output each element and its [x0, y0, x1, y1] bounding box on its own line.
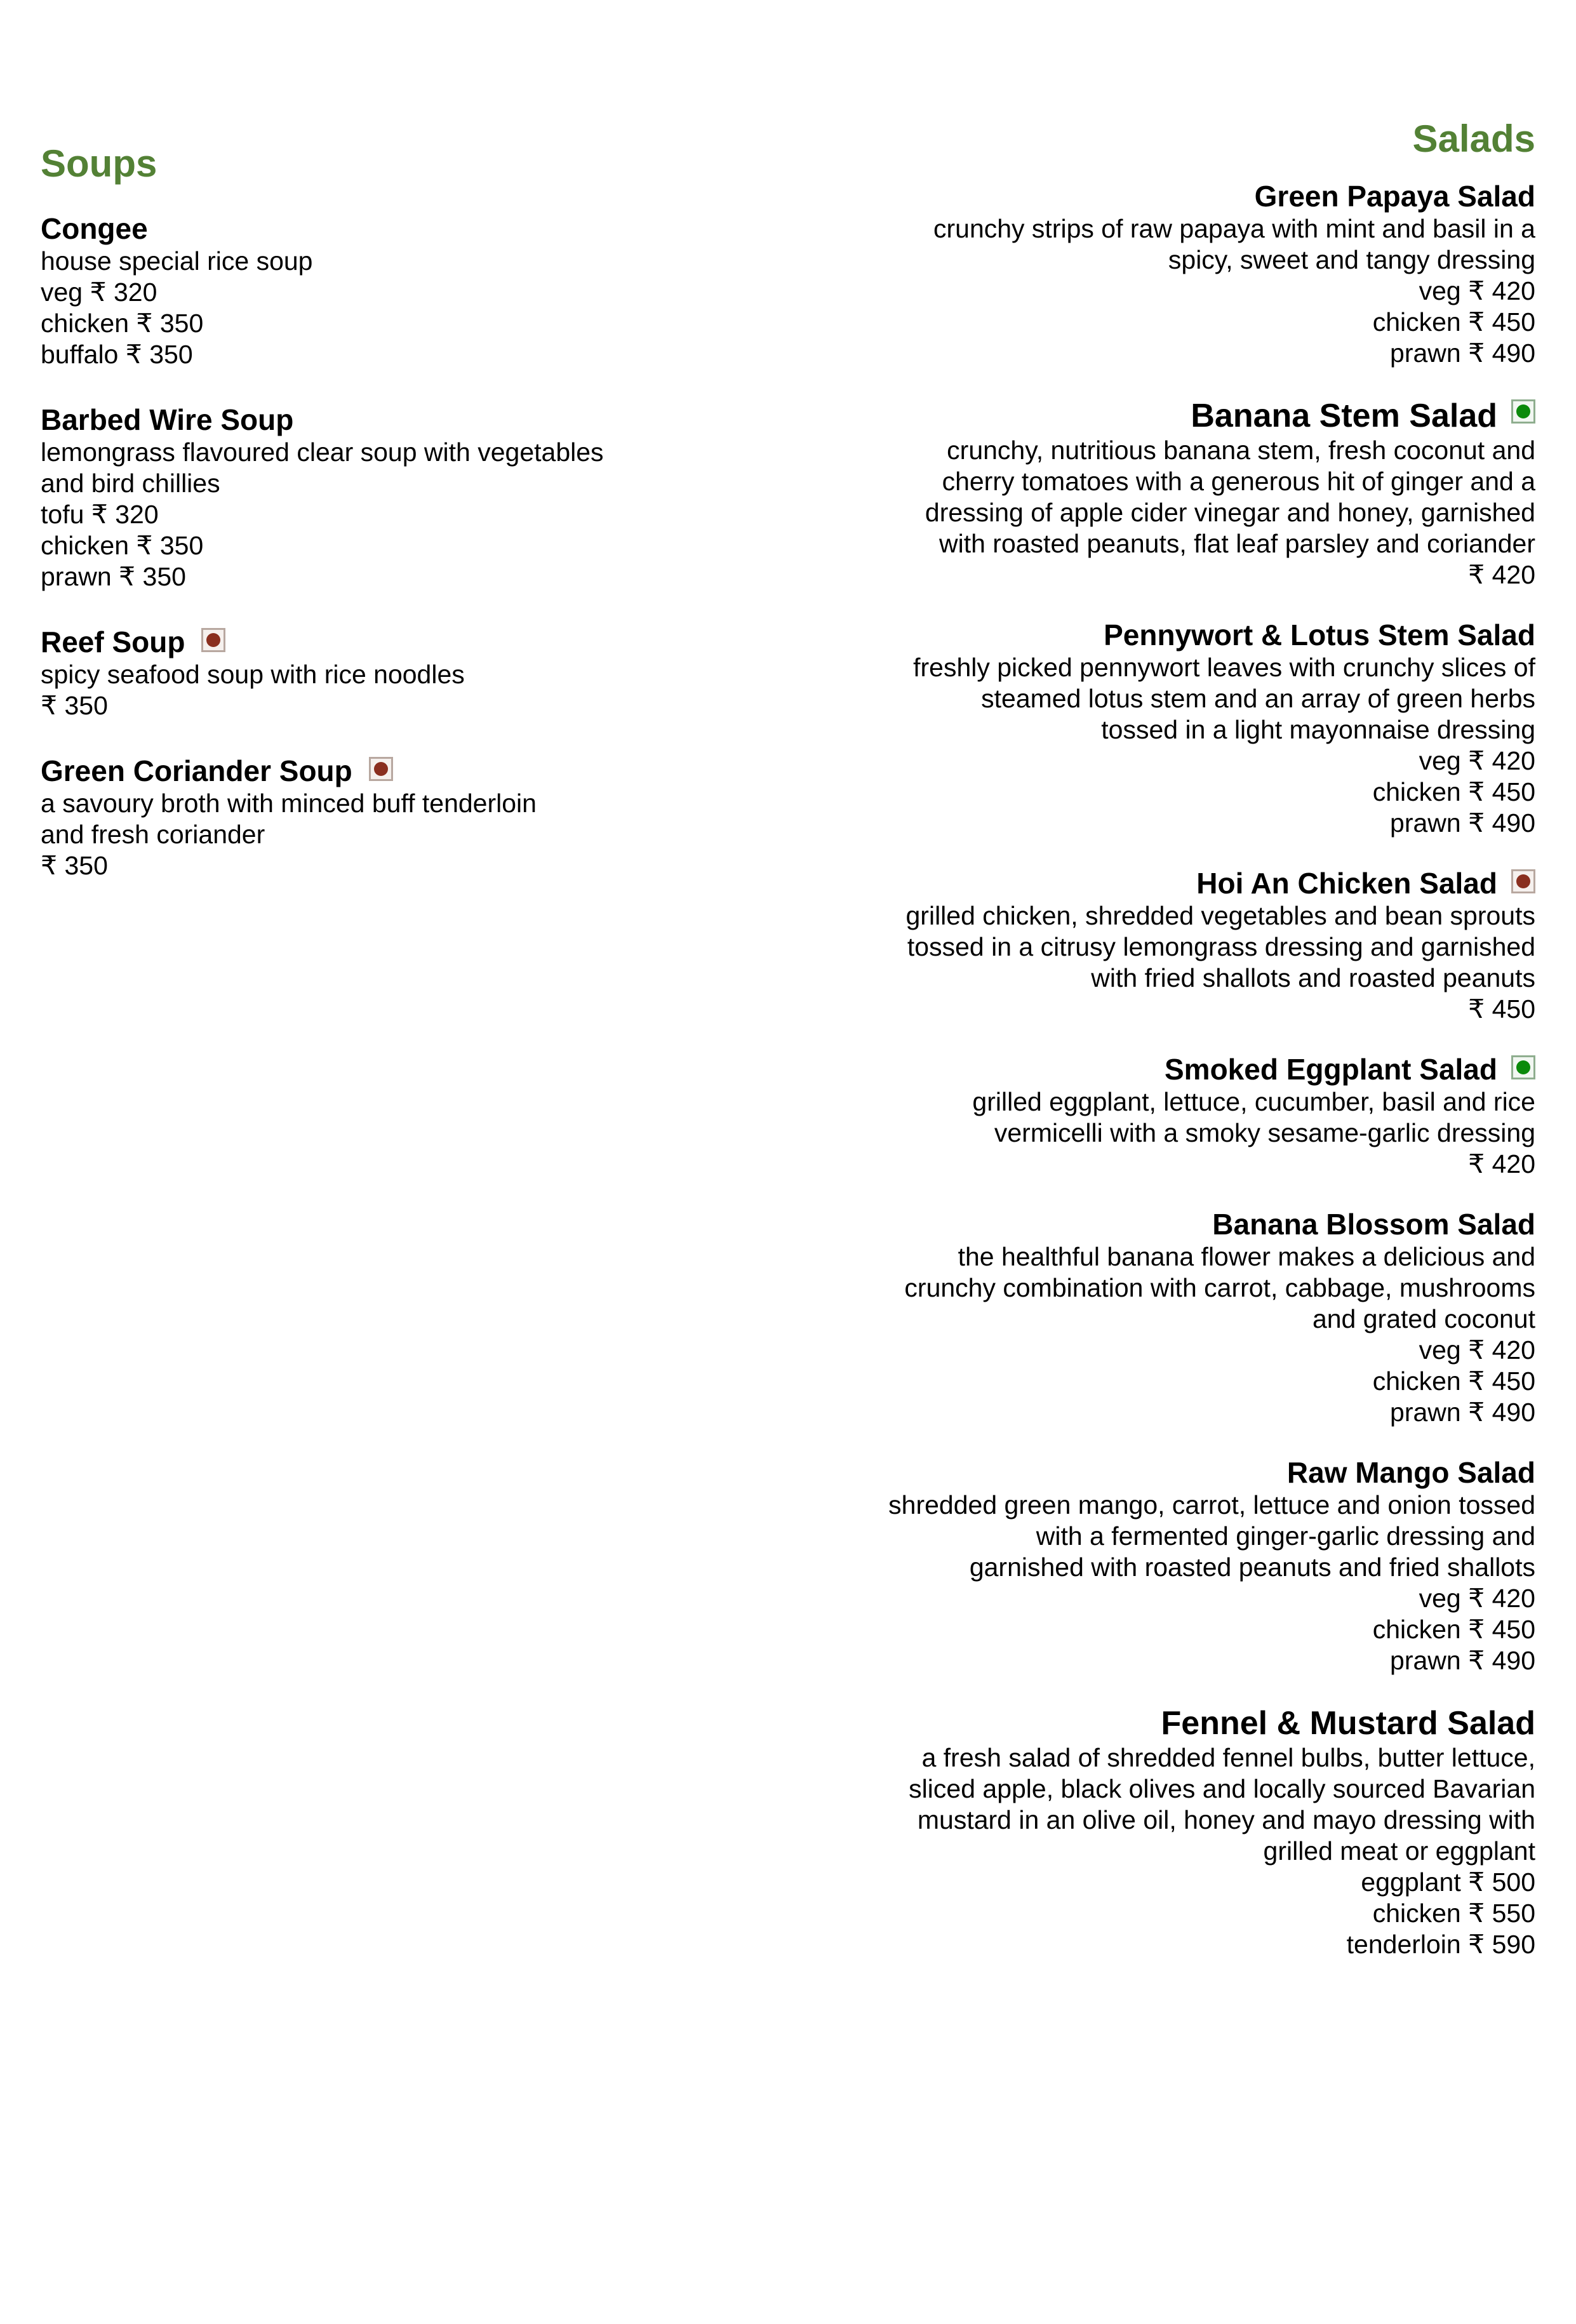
- menu-item-name: Hoi An Chicken Salad: [1196, 867, 1497, 900]
- soups-title: Soups: [41, 142, 157, 185]
- menu-item: [41, 212, 676, 370]
- menu-item-price: chicken ₹ 550: [1372, 1899, 1535, 1928]
- menu-item-price: veg ₹ 420: [1419, 1584, 1535, 1613]
- non-veg-icon: [369, 757, 393, 781]
- menu-item-price: prawn ₹ 350: [41, 562, 186, 591]
- menu-item-description: crunchy combination with carrot, cabbage, mushrooms: [904, 1273, 1535, 1302]
- menu-item-description: crunchy, nutritious banana stem, fresh coconut and: [947, 436, 1535, 465]
- menu-item: [799, 1456, 1535, 1676]
- badge-dot: [1516, 1060, 1530, 1074]
- soups-list: [41, 212, 676, 881]
- menu-item-price: ₹ 420: [1468, 1149, 1535, 1179]
- menu-item-description: and grated coconut: [1312, 1304, 1535, 1333]
- menu-item-header: [41, 403, 676, 437]
- menu-item-price: veg ₹ 320: [41, 277, 157, 307]
- menu-item-description: spicy, sweet and tangy dressing: [1168, 245, 1535, 274]
- menu-item-description: lemongrass flavoured clear soup with vegetables: [41, 437, 604, 467]
- menu-item-price: prawn ₹ 490: [1390, 1646, 1535, 1675]
- menu-item-description: grilled chicken, shredded vegetables and bean sprouts: [905, 901, 1535, 930]
- menu-item-header: [799, 180, 1535, 213]
- menu-item-description: with roasted peanuts, flat leaf parsley and coriander: [939, 529, 1535, 558]
- menu-item-description: a fresh salad of shredded fennel bulbs, butter lettuce,: [921, 1743, 1535, 1772]
- menu-item-header: [799, 397, 1535, 435]
- menu-item-price: prawn ₹ 490: [1390, 338, 1535, 368]
- menu-item-price: veg ₹ 420: [1419, 1335, 1535, 1365]
- menu-item-description: freshly picked pennywort leaves with crunchy slices of: [913, 653, 1535, 682]
- menu-item-header: [799, 1456, 1535, 1490]
- badge-dot: [374, 762, 388, 776]
- menu-item-description: grilled eggplant, lettuce, cucumber, basil and rice: [972, 1087, 1535, 1116]
- menu-item-description: tossed in a citrusy lemongrass dressing and garnished: [907, 932, 1535, 961]
- non-veg-icon: [201, 628, 225, 652]
- menu-item-price: ₹ 350: [41, 851, 108, 880]
- menu-item-description: house special rice soup: [41, 246, 313, 276]
- menu-item: [799, 1053, 1535, 1180]
- salads-section: [799, 0, 1535, 1960]
- menu-item-description: tossed in a light mayonnaise dressing: [1101, 715, 1535, 744]
- menu-item-header: [799, 1208, 1535, 1241]
- menu-item-name: Pennywort & Lotus Stem Salad: [1104, 618, 1535, 651]
- menu-item: [799, 618, 1535, 839]
- menu-item-description: with a fermented ginger-garlic dressing and: [1036, 1521, 1535, 1551]
- menu-item-price: tofu ₹ 320: [41, 500, 159, 529]
- menu-item-name: Banana Blossom Salad: [1212, 1208, 1535, 1241]
- non-veg-icon: [1511, 869, 1535, 893]
- menu-item-description: cherry tomatoes with a generous hit of ginger and a: [942, 467, 1535, 496]
- soups-section: [41, 0, 676, 881]
- salads-title: Salads: [1412, 117, 1535, 160]
- badge-dot: [1516, 404, 1530, 418]
- menu-item-header: [41, 212, 676, 246]
- menu-item-description: crunchy strips of raw papaya with mint and basil in a: [933, 214, 1535, 243]
- menu-item-description: dressing of apple cider vinegar and honey, garnished: [925, 498, 1535, 527]
- menu-item-price: chicken ₹ 350: [41, 309, 204, 338]
- menu-item: [799, 180, 1535, 369]
- menu-item: [41, 754, 676, 881]
- menu-item-header: [41, 754, 676, 788]
- menu-item-description: with fried shallots and roasted peanuts: [1091, 963, 1535, 992]
- menu-item-description: vermicelli with a smoky sesame-garlic dressing: [994, 1118, 1535, 1147]
- menu-item-price: chicken ₹ 450: [1372, 307, 1535, 337]
- menu-item-description: steamed lotus stem and an array of green herbs: [981, 684, 1535, 713]
- menu-item-price: ₹ 450: [1468, 994, 1535, 1024]
- menu-item-name: Barbed Wire Soup: [41, 403, 294, 436]
- menu-item-price: tenderloin ₹ 590: [1346, 1930, 1535, 1959]
- menu-item-name: Fennel & Mustard Salad: [1161, 1705, 1535, 1742]
- salads-list: [799, 180, 1535, 1960]
- menu-item-name: Raw Mango Salad: [1286, 1456, 1535, 1489]
- menu-item-name: Reef Soup: [41, 625, 185, 658]
- veg-icon: [1511, 399, 1535, 424]
- menu-item-name: Smoked Eggplant Salad: [1165, 1053, 1497, 1086]
- menu-item-description: the healthful banana flower makes a delicious and: [958, 1242, 1535, 1271]
- menu-item-description: a savoury broth with minced buff tenderloin: [41, 789, 537, 818]
- menu-item-description: shredded green mango, carrot, lettuce and onion tossed: [888, 1490, 1535, 1519]
- menu-item-header: [799, 1704, 1535, 1742]
- menu-item: [799, 867, 1535, 1025]
- menu-item-description: and fresh coriander: [41, 820, 265, 849]
- badge-dot: [1516, 874, 1530, 888]
- menu-item: [41, 625, 676, 721]
- menu-item-name: Banana Stem Salad: [1191, 397, 1497, 434]
- badge-dot: [206, 633, 220, 647]
- menu-item-price: chicken ₹ 450: [1372, 1615, 1535, 1644]
- menu-item-price: prawn ₹ 490: [1390, 808, 1535, 838]
- menu-item-price: buffalo ₹ 350: [41, 340, 193, 369]
- menu-item-price: veg ₹ 420: [1419, 276, 1535, 305]
- menu-item-name: Green Coriander Soup: [41, 754, 352, 787]
- menu-item-price: prawn ₹ 490: [1390, 1398, 1535, 1427]
- menu-item: [799, 1208, 1535, 1428]
- menu-item-price: veg ₹ 420: [1419, 746, 1535, 775]
- menu-item-price: chicken ₹ 350: [41, 531, 204, 560]
- menu-item-price: eggplant ₹ 500: [1361, 1867, 1535, 1897]
- menu-item-description: mustard in an olive oil, honey and mayo dressing with: [917, 1805, 1535, 1834]
- menu-item: [799, 397, 1535, 591]
- menu-item-name: Congee: [41, 212, 148, 245]
- menu-item-description: sliced apple, black olives and locally sourced Bavarian: [909, 1774, 1535, 1803]
- menu-item-name: Green Papaya Salad: [1254, 180, 1535, 213]
- menu-item-header: [799, 1053, 1535, 1086]
- menu-item-description: spicy seafood soup with rice noodles: [41, 660, 465, 689]
- menu-item-description: garnished with roasted peanuts and fried shallots: [969, 1553, 1535, 1582]
- menu-item: [799, 1704, 1535, 1960]
- menu-item-header: [799, 618, 1535, 652]
- menu-item-header: [41, 625, 676, 659]
- menu-item-description: grilled meat or eggplant: [1263, 1836, 1535, 1866]
- menu-item-header: [799, 867, 1535, 900]
- menu-item-price: ₹ 420: [1468, 560, 1535, 589]
- menu-item-price: ₹ 350: [41, 691, 108, 720]
- menu-item-price: chicken ₹ 450: [1372, 1366, 1535, 1396]
- menu-item: [41, 403, 676, 592]
- veg-icon: [1511, 1055, 1535, 1079]
- menu-item-description: and bird chillies: [41, 469, 220, 498]
- menu-item-price: chicken ₹ 450: [1372, 777, 1535, 806]
